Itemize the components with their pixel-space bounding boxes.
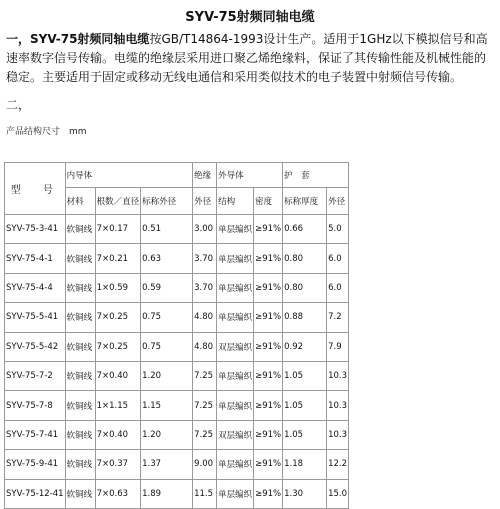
cell-count-diameter: 7×0.63 <box>95 479 141 508</box>
spec-table <box>4 162 349 509</box>
header-thickness: 标称厚度 <box>283 188 327 215</box>
cell-density: ≥91% <box>254 273 283 302</box>
cell-density: ≥91% <box>254 450 283 479</box>
cell-model: SYV-75-9-41 <box>5 450 66 479</box>
cell-thickness: 0.66 <box>283 215 327 244</box>
cell-density: ≥91% <box>254 420 283 449</box>
cell-material: 软铜线 <box>65 273 95 302</box>
header-count-diameter: 根数／直径 <box>95 188 141 215</box>
cell-count-diameter: 7×0.25 <box>95 303 141 332</box>
section-1-text: 按GB/T14864-1993设计生产。适用于1GHz以下模拟信号和高速率数字信号传输。电缆的绝缘层采用进口聚乙烯绝缘料，保证了其传输性能及机械性能的稳定。主要适用于固定或移动无线电通信和采用类似技术的电子装置中射频信号传输。 <box>6 32 488 84</box>
cell-jacket-od: 6.0 <box>327 244 349 273</box>
cell-density: ≥91% <box>254 244 283 273</box>
cell-insulation-od: 3.00 <box>193 215 217 244</box>
section-2-label: 二， <box>6 98 31 112</box>
cell-material: 软铜线 <box>65 391 95 420</box>
header-structure: 结构 <box>217 188 254 215</box>
section-1-paragraph <box>6 30 496 87</box>
cell-model: SYV-75-7-2 <box>5 361 66 390</box>
cell-thickness: 1.05 <box>283 391 327 420</box>
cell-nominal-od: 0.63 <box>141 244 193 273</box>
header-material: 材料 <box>65 188 95 215</box>
cell-insulation-od: 7.25 <box>193 391 217 420</box>
cell-insulation-od: 3.70 <box>193 244 217 273</box>
cell-jacket-od: 15.0 <box>327 479 349 508</box>
cell-structure: 单层编织 <box>217 273 254 302</box>
cell-jacket-od: 10.3 <box>327 361 349 390</box>
cell-nominal-od: 1.20 <box>141 420 193 449</box>
cell-model: SYV-75-3-41 <box>5 215 66 244</box>
cell-structure: 单层编织 <box>217 450 254 479</box>
cell-material: 软铜线 <box>65 450 95 479</box>
cell-structure: 单层编织 <box>217 479 254 508</box>
cell-structure: 单层编织 <box>217 303 254 332</box>
table-row <box>5 303 349 332</box>
header-insulation-od: 外径 <box>193 188 217 215</box>
table-row <box>5 332 349 361</box>
cell-nominal-od: 1.89 <box>141 479 193 508</box>
header-insulation: 绝缘 <box>193 163 217 188</box>
cell-model: SYV-75-7-41 <box>5 420 66 449</box>
cell-nominal-od: 1.20 <box>141 361 193 390</box>
cell-nominal-od: 0.75 <box>141 303 193 332</box>
cell-count-diameter: 1×0.59 <box>95 273 141 302</box>
section-1-lead: 一，SYV-75射频同轴电缆 <box>6 32 150 46</box>
cell-density: ≥91% <box>254 479 283 508</box>
cell-model: SYV-75-4-4 <box>5 273 66 302</box>
cell-jacket-od: 7.9 <box>327 332 349 361</box>
cell-structure: 单层编织 <box>217 244 254 273</box>
cell-structure: 双层编织 <box>217 332 254 361</box>
cell-material: 软铜线 <box>65 479 95 508</box>
page-title: SYV-75射频同轴电缆 <box>185 10 315 25</box>
table-row <box>5 391 349 420</box>
cell-material: 软铜线 <box>65 244 95 273</box>
header-jacket: 护 套 <box>283 163 349 188</box>
cell-model: SYV-75-5-42 <box>5 332 66 361</box>
cell-thickness: 1.18 <box>283 450 327 479</box>
header-nominal-od: 标称外径 <box>141 188 193 215</box>
cell-density: ≥91% <box>254 361 283 390</box>
cell-count-diameter: 7×0.17 <box>95 215 141 244</box>
table-row <box>5 244 349 273</box>
cell-structure: 双层编织 <box>217 420 254 449</box>
cell-thickness: 0.88 <box>283 303 327 332</box>
cell-count-diameter: 7×0.40 <box>95 420 141 449</box>
table-header-row-1 <box>5 163 349 188</box>
cell-insulation-od: 3.70 <box>193 273 217 302</box>
cell-thickness: 0.92 <box>283 332 327 361</box>
cell-nominal-od: 0.59 <box>141 273 193 302</box>
cell-thickness: 0.80 <box>283 273 327 302</box>
cell-jacket-od: 10.3 <box>327 420 349 449</box>
cell-material: 软铜线 <box>65 215 95 244</box>
cell-insulation-od: 11.5 <box>193 479 217 508</box>
cell-density: ≥91% <box>254 215 283 244</box>
cell-insulation-od: 4.80 <box>193 332 217 361</box>
cell-density: ≥91% <box>254 303 283 332</box>
cell-insulation-od: 7.25 <box>193 420 217 449</box>
header-jacket-od: 外径 <box>327 188 349 215</box>
cell-nominal-od: 1.37 <box>141 450 193 479</box>
cell-model: SYV-75-7-8 <box>5 391 66 420</box>
cell-jacket-od: 12.2 <box>327 450 349 479</box>
cell-structure: 单层编织 <box>217 215 254 244</box>
cell-material: 软铜线 <box>65 303 95 332</box>
cell-thickness: 1.30 <box>283 479 327 508</box>
cell-material: 软铜线 <box>65 361 95 390</box>
cell-insulation-od: 7.25 <box>193 361 217 390</box>
cell-insulation-od: 4.80 <box>193 303 217 332</box>
cell-count-diameter: 1×1.15 <box>95 391 141 420</box>
header-inner-conductor: 内导体 <box>65 163 193 188</box>
cell-jacket-od: 5.0 <box>327 215 349 244</box>
table-row <box>5 479 349 508</box>
table-row <box>5 420 349 449</box>
cell-thickness: 1.05 <box>283 420 327 449</box>
cell-structure: 单层编织 <box>217 391 254 420</box>
header-outer-conductor: 外导体 <box>217 163 283 188</box>
cell-density: ≥91% <box>254 391 283 420</box>
cell-insulation-od: 9.00 <box>193 450 217 479</box>
cell-count-diameter: 7×0.37 <box>95 450 141 479</box>
cell-count-diameter: 7×0.40 <box>95 361 141 390</box>
table-row <box>5 273 349 302</box>
cell-structure: 单层编织 <box>217 361 254 390</box>
cell-jacket-od: 10.3 <box>327 391 349 420</box>
cell-count-diameter: 7×0.21 <box>95 244 141 273</box>
cell-count-diameter: 7×0.25 <box>95 332 141 361</box>
cell-jacket-od: 6.0 <box>327 273 349 302</box>
cell-thickness: 0.80 <box>283 244 327 273</box>
cell-density: ≥91% <box>254 332 283 361</box>
table-row <box>5 450 349 479</box>
header-model: 型 号 <box>5 163 66 215</box>
table-row <box>5 361 349 390</box>
cell-model: SYV-75-5-41 <box>5 303 66 332</box>
table-row <box>5 215 349 244</box>
unit-label: 产品结构尺寸 mm <box>6 127 87 137</box>
cell-nominal-od: 1.15 <box>141 391 193 420</box>
cell-material: 软铜线 <box>65 420 95 449</box>
cell-model: SYV-75-12-41 <box>5 479 66 508</box>
cell-thickness: 1.05 <box>283 361 327 390</box>
cell-material: 软铜线 <box>65 332 95 361</box>
cell-nominal-od: 0.51 <box>141 215 193 244</box>
cell-model: SYV-75-4-1 <box>5 244 66 273</box>
header-density: 密度 <box>254 188 283 215</box>
cell-jacket-od: 7.2 <box>327 303 349 332</box>
cell-nominal-od: 0.75 <box>141 332 193 361</box>
